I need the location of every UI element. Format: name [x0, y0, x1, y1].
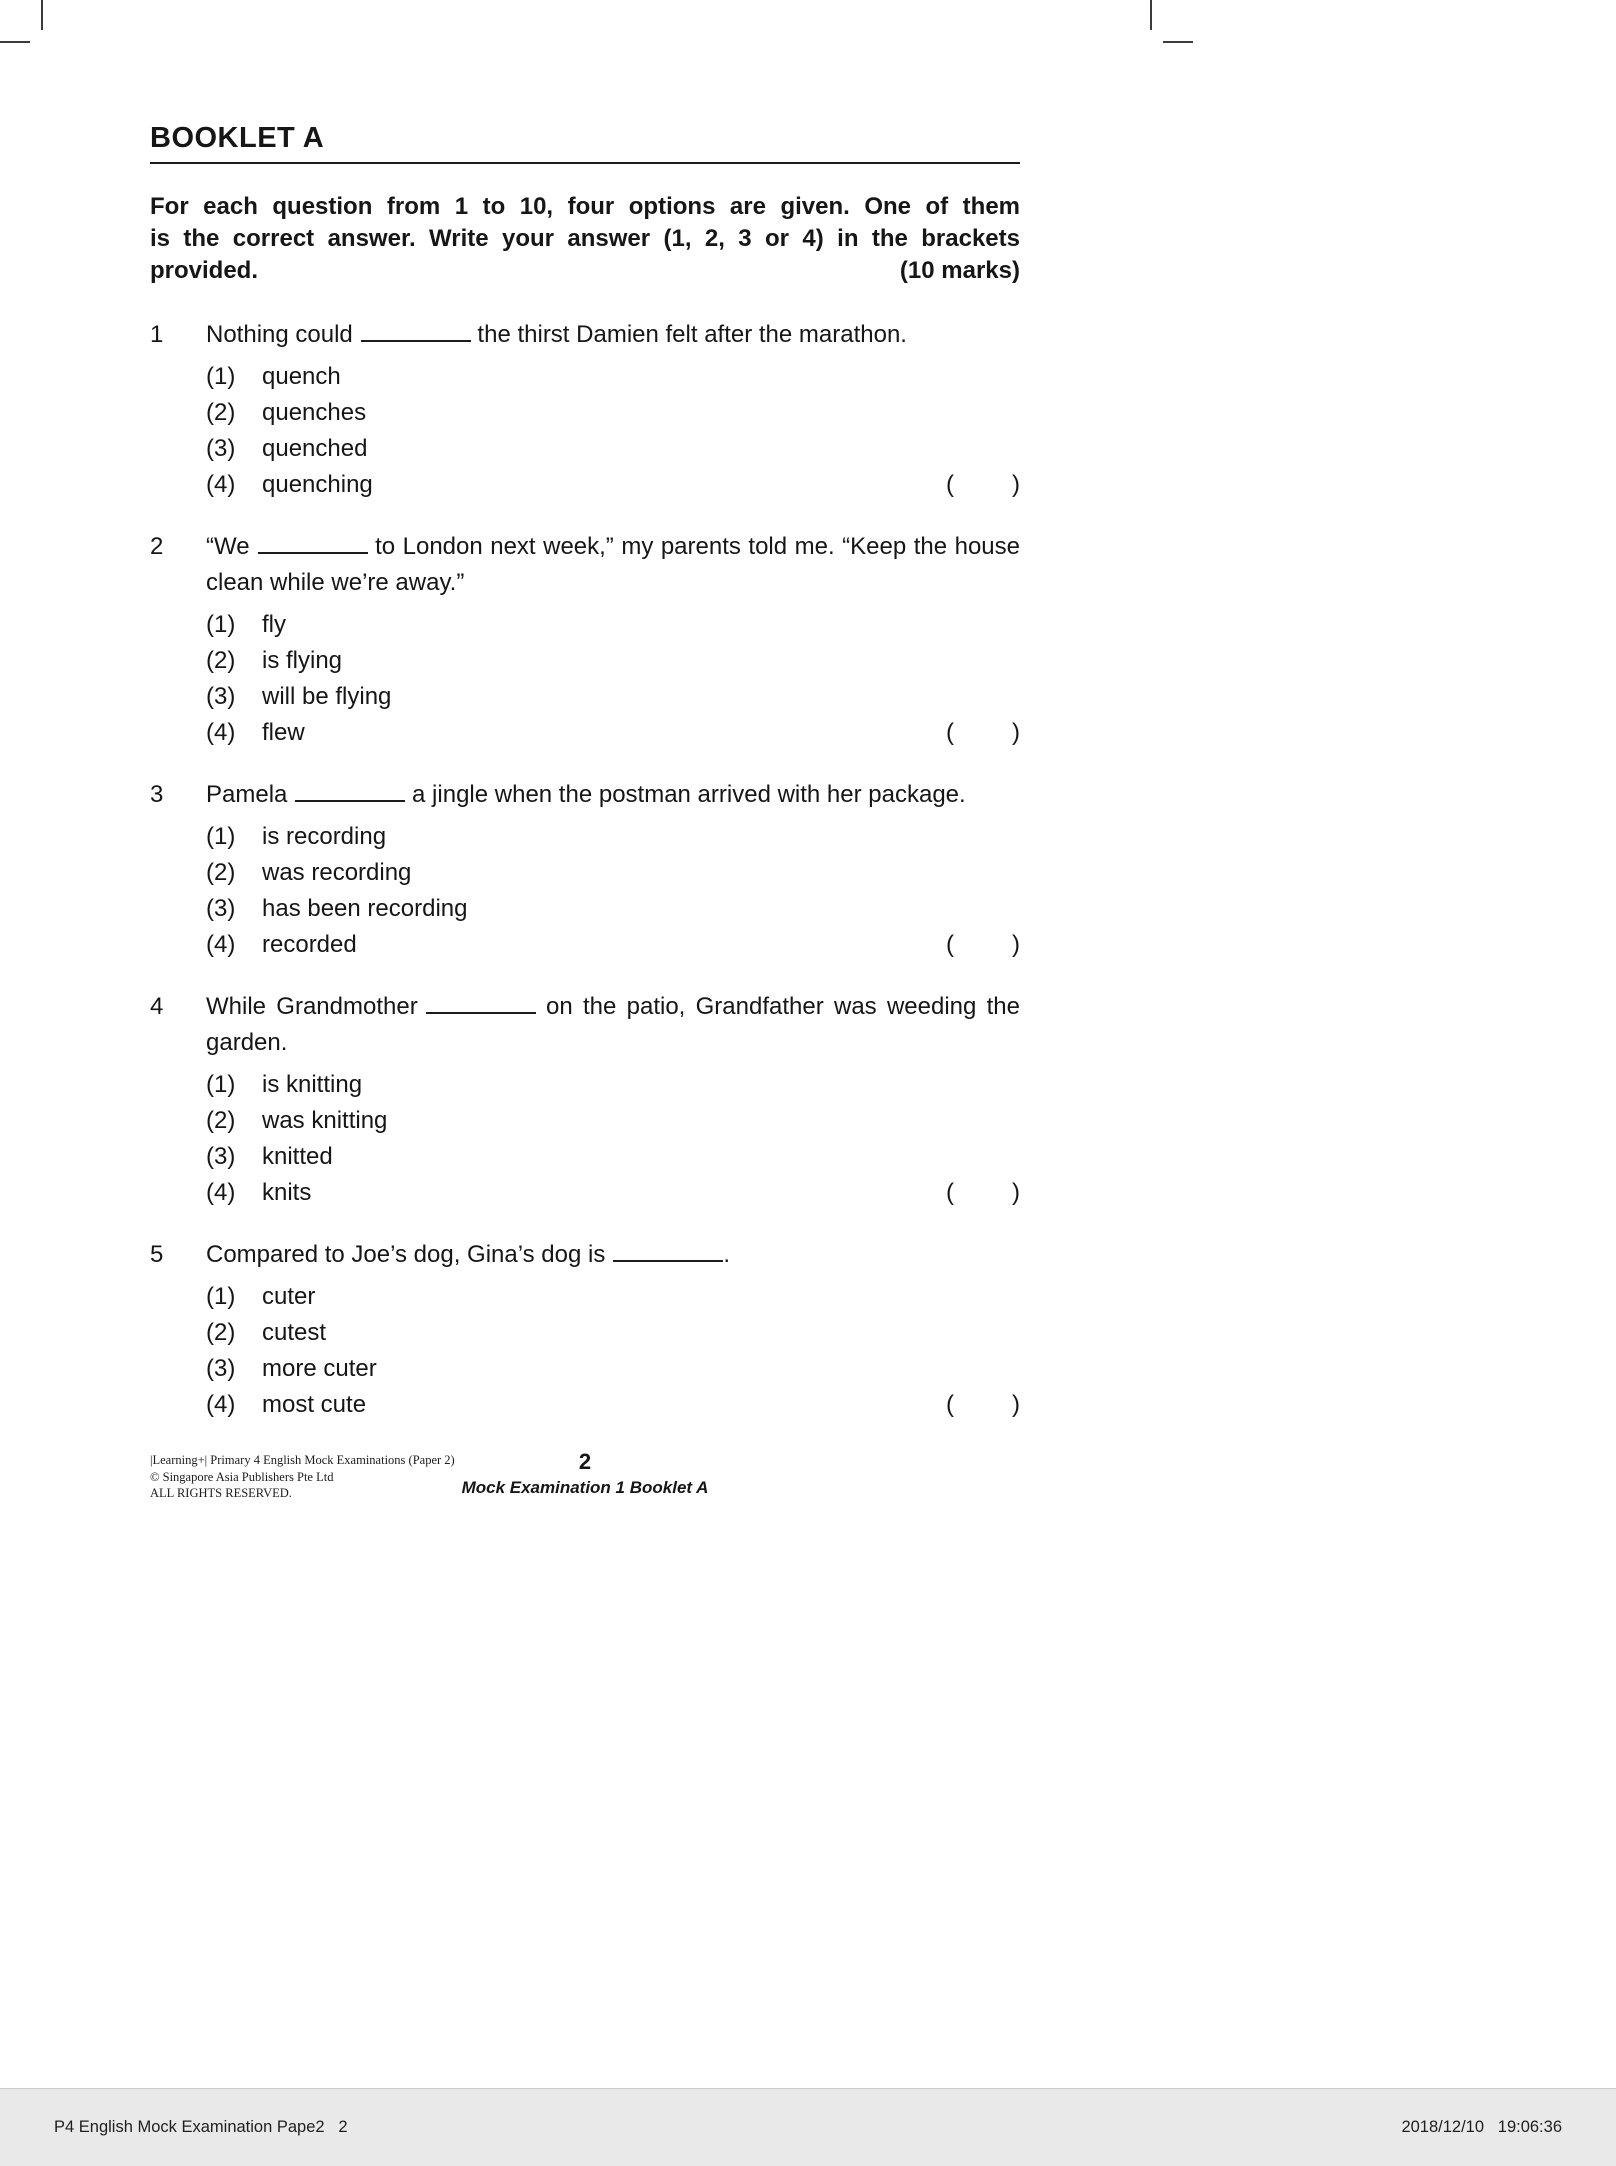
booklet-title: BOOKLET A [150, 122, 325, 154]
answer-bracket [946, 1175, 1020, 1211]
option-text: cuter [262, 1283, 316, 1310]
imprint-line: © Singapore Asia Publishers Pte Ltd [150, 1469, 334, 1484]
page-content [150, 0, 1020, 1533]
option-list [206, 1067, 1020, 1211]
option-label: (2) [206, 399, 236, 426]
option-label: (1) [206, 363, 236, 390]
answer-bracket-open: ( [946, 1391, 954, 1418]
crop-mark [0, 41, 30, 43]
question-stem [150, 1237, 1020, 1273]
question-text [206, 777, 1020, 813]
option-text: will be flying [262, 683, 392, 710]
option-text: was recording [262, 859, 412, 886]
question-text-after: a jingle when the postman arrived with her package. [405, 781, 966, 808]
question-stem [150, 529, 1020, 601]
option-text: flew [262, 719, 305, 746]
question-stem [150, 777, 1020, 813]
answer-blank-line [613, 1242, 723, 1262]
option-label: (1) [206, 1283, 236, 1310]
answer-bracket-close: ) [1012, 471, 1020, 498]
option-label: (3) [206, 683, 236, 710]
option-label: (1) [206, 823, 236, 850]
question-text-before: Nothing could [206, 321, 353, 348]
option-list [206, 819, 1020, 963]
answer-bracket-close: ) [1012, 931, 1020, 958]
option-label: (3) [206, 1355, 236, 1382]
question-text [206, 1237, 1020, 1273]
crop-mark [1163, 41, 1193, 43]
question-stem [150, 989, 1020, 1061]
option-row [206, 1315, 1020, 1351]
question-number: 5 [150, 1241, 164, 1268]
instructions-line-end: provided. [150, 257, 259, 284]
option-text: quenching [262, 471, 373, 498]
option-row [206, 927, 1020, 963]
question-text-before: Compared to Joe’s dog, Gina’s dog is [206, 1241, 606, 1268]
question [150, 777, 1020, 963]
option-label: (2) [206, 859, 236, 886]
option-text: has been recording [262, 895, 468, 922]
question-text-before: “We [206, 533, 250, 560]
question-number: 1 [150, 321, 164, 348]
booklet-label: Mock Examination 1 Booklet A [461, 1478, 709, 1497]
instructions-line [150, 255, 1020, 287]
title-rule [150, 162, 1020, 164]
answer-bracket-open: ( [946, 931, 954, 958]
imprint-line: |Learning+| Primary 4 English Mock Examinations (Paper 2) [150, 1453, 455, 1467]
option-label: (3) [206, 435, 236, 462]
print-status-bar [0, 2088, 1616, 2166]
option-row [206, 607, 1020, 643]
question-number: 3 [150, 781, 164, 808]
question-text-before: Pamela [206, 781, 288, 808]
question-text-after: on the patio, Grandfather was weeding the garden. [206, 993, 1021, 1056]
instructions-line: For each question from 1 to 10, four options are given. One of them [150, 193, 1020, 220]
answer-bracket [946, 927, 1020, 963]
crop-mark [1150, 0, 1152, 30]
question-list [150, 317, 1020, 1423]
answer-blank-line [361, 322, 471, 342]
option-text: most cute [262, 1391, 367, 1418]
option-label: (2) [206, 1107, 236, 1134]
option-row [206, 395, 1020, 431]
crop-mark [41, 0, 43, 30]
option-text: is recording [262, 823, 387, 850]
option-text: cutest [262, 1319, 327, 1346]
question-text-after: the thirst Damien felt after the marathon. [470, 321, 907, 348]
option-text: quench [262, 363, 341, 390]
option-row [206, 1351, 1020, 1387]
option-list [206, 359, 1020, 503]
option-label: (4) [206, 1179, 236, 1206]
instructions-line: is the correct answer. Write your answer (1, 2, 3 or 4) in the brackets [150, 225, 1020, 252]
option-label: (3) [206, 895, 236, 922]
answer-bracket-open: ( [946, 719, 954, 746]
option-row [206, 1387, 1020, 1423]
question-number: 2 [150, 533, 164, 560]
answer-blank-line [295, 782, 405, 802]
option-row [206, 1279, 1020, 1315]
marks-label: (10 marks) [899, 257, 1020, 284]
page-number: 2 [578, 1449, 592, 1474]
option-text: knits [262, 1179, 312, 1206]
option-text: quenched [262, 435, 368, 462]
question-number: 4 [150, 993, 164, 1020]
option-list [206, 1279, 1020, 1423]
option-text: is knitting [262, 1071, 363, 1098]
option-row [206, 643, 1020, 679]
option-row [206, 431, 1020, 467]
question-stem [150, 317, 1020, 353]
option-row [206, 715, 1020, 751]
option-text: is flying [262, 647, 343, 674]
answer-bracket-close: ) [1012, 1391, 1020, 1418]
answer-bracket-close: ) [1012, 719, 1020, 746]
publisher-imprint [150, 1452, 455, 1502]
option-text: more cuter [262, 1355, 377, 1382]
instructions [150, 191, 1020, 287]
option-row [206, 1103, 1020, 1139]
option-row [206, 1067, 1020, 1103]
option-label: (1) [206, 1071, 236, 1098]
question-text [206, 317, 1020, 353]
option-row [206, 1175, 1020, 1211]
option-row [206, 1139, 1020, 1175]
question [150, 1237, 1020, 1423]
question [150, 529, 1020, 751]
option-label: (4) [206, 471, 236, 498]
question-text-after: to London next week,” my parents told me. “Keep the house clean while we’re away.” [206, 533, 1020, 596]
option-label: (4) [206, 719, 236, 746]
option-list [206, 607, 1020, 751]
option-label: (3) [206, 1143, 236, 1170]
question-text-after: . [723, 1241, 731, 1268]
option-label: (2) [206, 1319, 236, 1346]
question-text-before: While Grandmother [206, 993, 418, 1020]
imprint-line: ALL RIGHTS RESERVED. [150, 1486, 292, 1500]
option-label: (4) [206, 1391, 236, 1418]
answer-bracket [946, 467, 1020, 503]
answer-bracket [946, 1387, 1020, 1423]
option-text: was knitting [262, 1107, 388, 1134]
option-row [206, 891, 1020, 927]
option-row [206, 467, 1020, 503]
answer-blank-line [426, 994, 536, 1014]
option-label: (4) [206, 931, 236, 958]
status-left-filename: P4 English Mock Examination Pape2 2 [54, 2118, 348, 2136]
option-row [206, 855, 1020, 891]
answer-blank-line [258, 534, 368, 554]
answer-bracket-open: ( [946, 1179, 954, 1206]
option-text: recorded [262, 931, 357, 958]
status-right-timestamp: 2018/12/10 19:06:36 [1401, 2118, 1562, 2136]
option-row [206, 819, 1020, 855]
question [150, 989, 1020, 1211]
question [150, 317, 1020, 503]
option-row [206, 679, 1020, 715]
option-label: (2) [206, 647, 236, 674]
option-label: (1) [206, 611, 236, 638]
option-row [206, 359, 1020, 395]
page-footer [150, 1449, 1020, 1533]
option-text: fly [262, 611, 286, 638]
question-text [206, 529, 1020, 601]
answer-bracket [946, 715, 1020, 751]
answer-bracket-close: ) [1012, 1179, 1020, 1206]
answer-bracket-open: ( [946, 471, 954, 498]
question-text [206, 989, 1020, 1061]
option-text: quenches [262, 399, 367, 426]
option-text: knitted [262, 1143, 333, 1170]
